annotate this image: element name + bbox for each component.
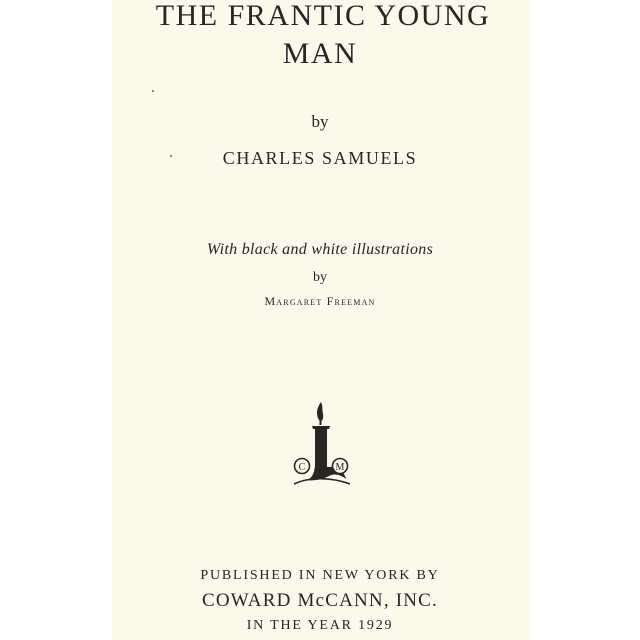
illustrations-line: With black and white illustrations xyxy=(206,241,434,258)
illustrator-name: Margaret Freeman xyxy=(264,294,376,308)
title-line-2: MAN xyxy=(282,37,358,70)
title-line-1: THE FRANTIC YOUNG xyxy=(155,0,491,32)
illustrator-byline: by xyxy=(313,270,327,285)
paper-sheet xyxy=(112,0,530,640)
byline: by xyxy=(311,112,329,131)
publisher-name: COWARD McCANN, INC. xyxy=(201,590,439,611)
imprint-line-3: IN THE YEAR 1929 xyxy=(246,618,394,633)
monogram-c: C xyxy=(298,462,306,473)
paper-speck xyxy=(152,90,154,92)
monogram-m: M xyxy=(335,462,345,473)
author-name: CHARLES SAMUELS xyxy=(222,148,418,168)
candle-monogram-icon xyxy=(288,400,354,492)
imprint-line-1: PUBLISHED IN NEW YORK BY xyxy=(200,568,440,583)
